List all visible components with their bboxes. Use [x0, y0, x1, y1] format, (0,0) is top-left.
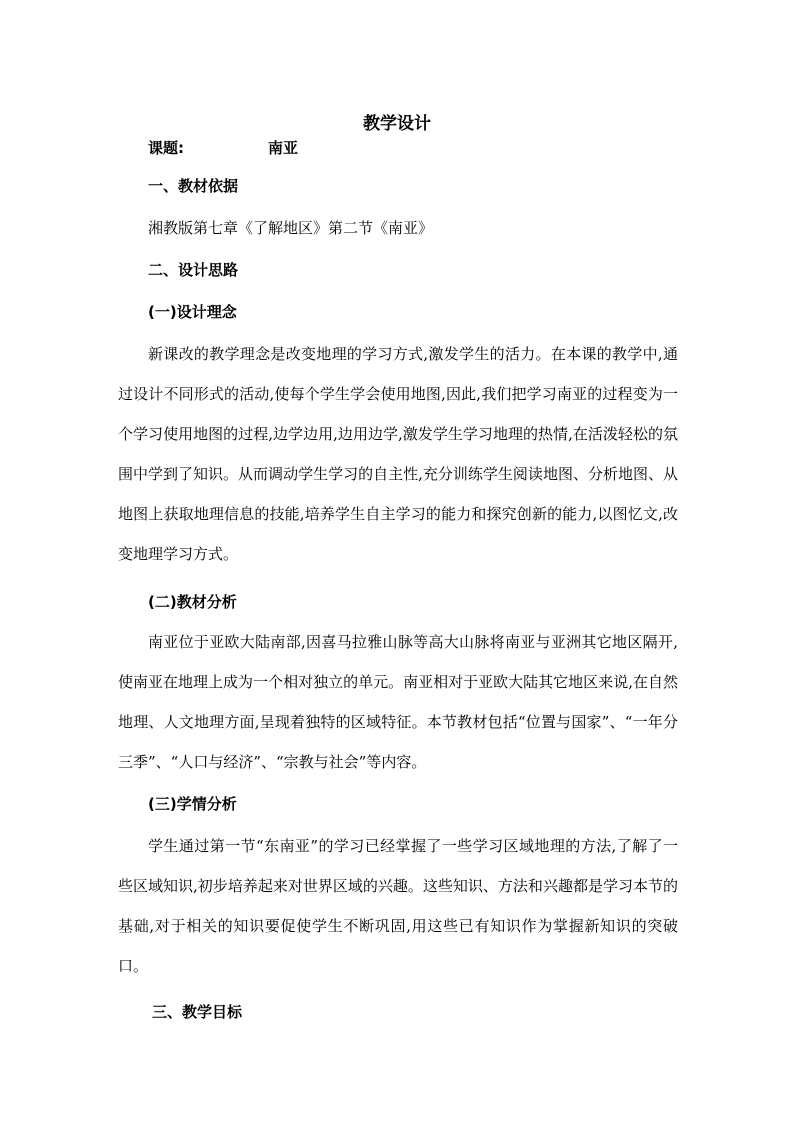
document-title: 教学设计 — [363, 114, 431, 134]
section-2-2-heading: (二)教材分析 — [148, 593, 237, 611]
section-2-3-heading: (三)学情分析 — [148, 795, 237, 813]
subject-row — [148, 136, 648, 160]
section-2-2-paragraph: 南亚位于亚欧大陆南部,因喜马拉雅山脉等高大山脉将南亚与亚洲其它地区隔开,使南亚在地理上成为一个相对独立的单元。南亚相对于亚欧大陆其它地区来说,在自然地理、人文地理方面,呈现着独特的区域特征。本节教材包括“位置与国家”、“一年分三季”、“人口与经济”、“宗教与社会”等内容。 — [118, 633, 678, 771]
subject-value: 南亚 — [268, 139, 299, 157]
section-3-heading: 三、教学目标 — [152, 1003, 243, 1021]
section-2-1-heading: (一)设计理念 — [148, 303, 237, 321]
section-2-heading: 二、设计思路 — [148, 261, 239, 279]
section-1-heading: 一、教材依据 — [148, 177, 239, 195]
section-2-3-paragraph: 学生通过第一节“东南亚”的学习已经掌握了一些学习区域地理的方法,了解了一些区域知识,初步培养起来对世界区域的兴趣。这些知识、方法和兴趣都是学习本节的基础,对于相关的知识要促使学生不断巩固,用这些已有知识作为掌握新知识的突破口。 — [118, 837, 678, 975]
section-2-1-paragraph: 新课改的教学理念是改变地理的学习方式,激发学生的活力。在本课的教学中,通过设计不同形式的活动,使每个学生学会使用地图,因此,我们把学习南亚的过程变为一个学习使用地图的过程,边学边用,边用边学,激发学生学习地理的热情,在活泼轻松的氛围中学到了知识。从而调动学生学习的自主性,充分训练学生阅读地图、分析地图、从地图上获取地理信息的技能,培养学生自主学习的能力和探究创新的能力,以图忆文,改变地理学习方式。 — [118, 345, 678, 563]
section-1-text: 湘教版第七章《了解地区》第二节《南亚》 — [148, 219, 434, 237]
subject-label: 课题: — [148, 139, 184, 157]
